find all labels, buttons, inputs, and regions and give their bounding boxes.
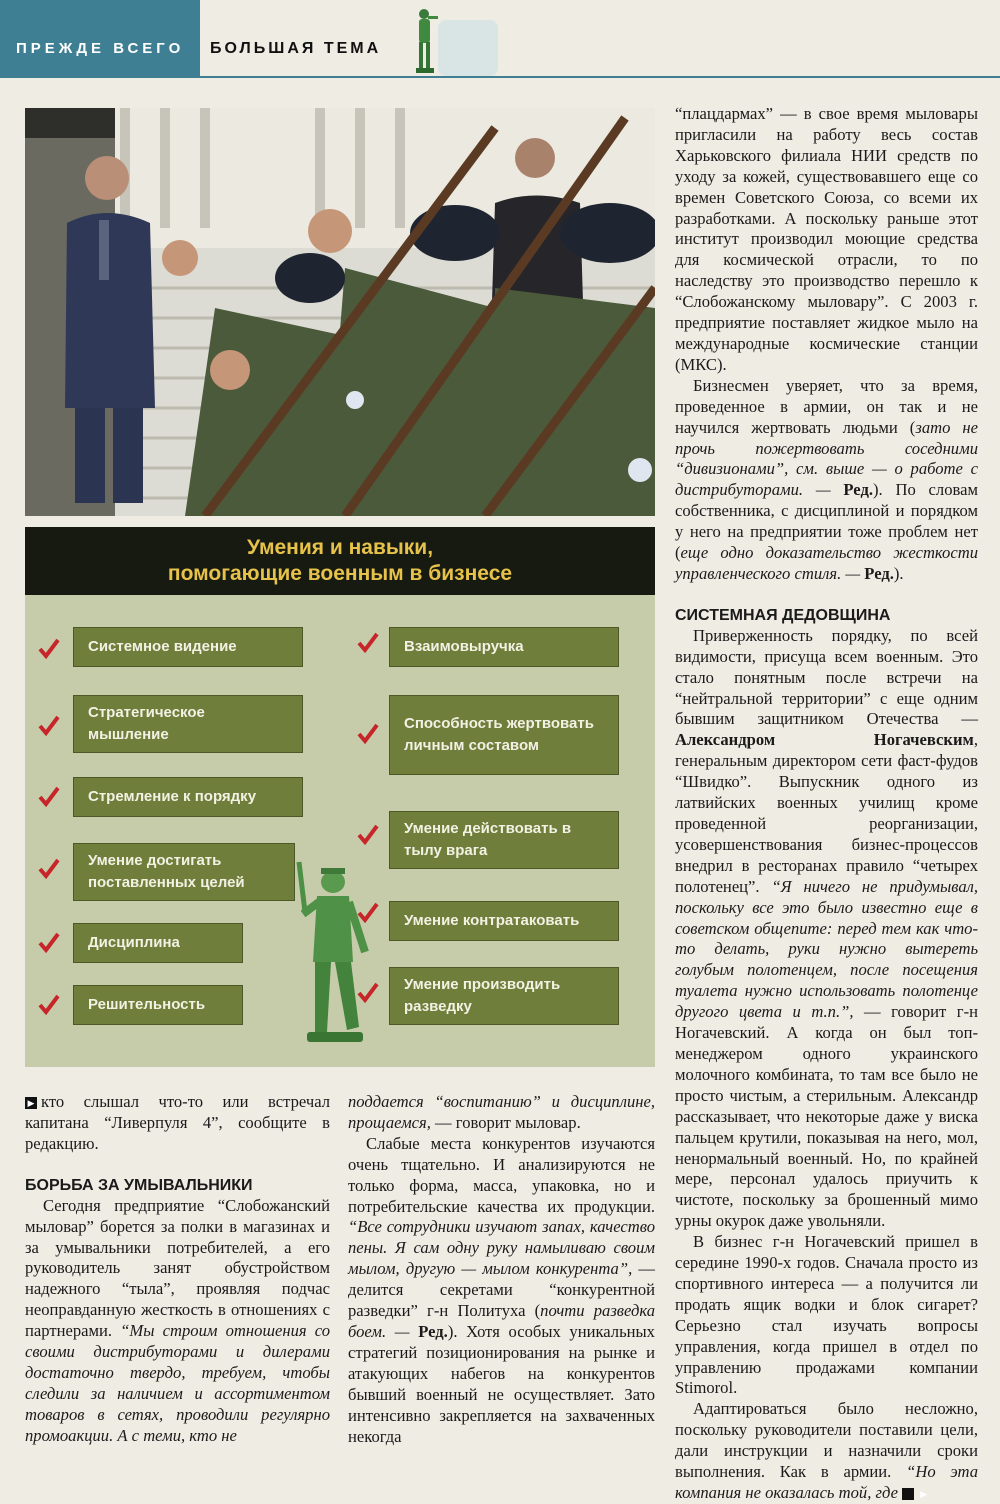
topic-label: БОЛЬШАЯ ТЕМА: [210, 40, 382, 57]
skills-infobox: [25, 527, 655, 1067]
paragraph-text: ). Хотя особых уникальных стратегий позиционирования на рынке и атакующих набегов на конкурентов бывший военный не осуществляет. Зато интенсивно закрепляется на захваченных некогда: [348, 1321, 655, 1446]
skill-item: Стратегическое мышление: [73, 695, 303, 753]
skill-item: Умение производить разведку: [389, 967, 619, 1025]
editor-note: зато не прочь пожертвовать соседними “дивизионами”, см. выше — о работе с дистрибуторами. —: [675, 417, 979, 500]
quote-text: поддается “воспитанию” и дисциплине, прощаемся,: [348, 1092, 655, 1132]
checkmark-icon: [38, 993, 60, 1015]
paragraph: [348, 1134, 655, 1448]
toy-soldier-trumpeter-icon: [412, 6, 438, 76]
header-rule: [0, 76, 1000, 78]
checkmark-icon: [38, 785, 60, 807]
skill-item: Дисциплина: [73, 923, 243, 963]
editor-mark: Ред.: [418, 1321, 448, 1341]
infobox-title-line2: помогающие военным в бизнесе: [167, 562, 513, 585]
continuation-arrow-icon: ▶: [25, 1097, 37, 1109]
editor-note: еще одно доказательство жесткости управленческого стиля. —: [675, 543, 978, 583]
paragraph-text: — говорит г-н Ногачевский. А когда он был топ-менеджером одного украинского молочного комбината, то там все было не просто чистым, а стерильным. Александр рассказывает, что некоторые даже у виска пальцем крутили, показывая на него, мол, ненормальный военный. Но, по крайней мере, персонал удалось приучить к чистоте, поскольку за брошенный мимо урны окурок даже увольняли.: [675, 1002, 978, 1231]
paragraph: [25, 1196, 330, 1447]
checkmark-icon: [38, 637, 60, 659]
skill-item: Стремление к порядку: [73, 777, 303, 817]
paragraph-text: — говорит мыловар.: [430, 1112, 581, 1132]
paragraph-text: , генеральным директором сети фаст-фудов “Швидко”. Выпускник одного из латвийских военных училищ кроме проведенной реорганизации, усовершенствования бизнес-процессов внедрил в ресторанах правило “четырех полотенец”.: [675, 730, 978, 896]
editor-note: почти разведка боем. —: [348, 1301, 655, 1341]
paragraph: [675, 626, 978, 1232]
paragraph-text: Бизнесмен уверяет, что за время, проведенное в армии, он так и не научился жертвовать людьми (: [675, 375, 978, 437]
header-decoration: [438, 20, 498, 76]
subheading: СИСТЕМНАЯ ДЕДОВЩИНА: [675, 606, 891, 624]
paragraph-text: ).: [893, 563, 904, 583]
section-band: [0, 0, 200, 78]
paragraph: В бизнес г-н Ногачевский пришел в середине 1990-х годов. Сначала просто из спортивного интереса — а получится ли продать ящик водки и блок сигарет? Серьезно стал изучать вопросы управления, когда пришел в отдел по управлению продажами компании Stimorol.: [675, 1232, 978, 1398]
paragraph-text: ). По словам собственника, с дисциплиной и порядком у него на предприятии тоже проблем нет (: [675, 480, 978, 563]
checkmark-icon: [38, 931, 60, 953]
skill-item: Способность жертвовать личным составом: [389, 695, 619, 775]
infobox-title-line1: Умения и навыки,: [246, 536, 434, 559]
checkmark-icon: [357, 722, 379, 744]
checkmark-icon: [357, 631, 379, 653]
skill-item: Взаимовыручка: [389, 627, 619, 667]
checkmark-icon: [38, 714, 60, 736]
article-column-left: [25, 1092, 330, 1447]
paragraph: [675, 376, 978, 585]
article-column-right: [675, 104, 978, 1504]
editor-mark: Ред.: [864, 563, 894, 583]
paragraph: “плацдармах” — в свое время мыловары пригласили на работу весь состав Харьковского филиала НИИ средств по уходу за кожей, существовавшего еще со времен Советского Союза, со всеми их разработками. А поскольку раньше этот институт производил моющие средства для космической отрасли, то по наследству это производство перешло к “Слобожанскому мыловару”. С 2003 г. предприятие поставляет жидкое мыло на международные космические станции (МКС).: [675, 104, 978, 374]
skill-item: Умение контратаковать: [389, 901, 619, 941]
paragraph-text: Адаптироваться было несложно, поскольку руководители поставили цели, дали инструкции и назначили сроки выполнения. Как в армии.: [675, 1399, 978, 1482]
paragraph-text: — делится секретами “конкурентной разведки” г-н Политуха (: [348, 1259, 655, 1321]
quote-text: “Но эта компания не оказалась той, где: [675, 1462, 978, 1502]
paragraph-text: кто слышал что-то или встречал капитана “Ливерпуля 4”, сообщите в редакцию.: [25, 1092, 330, 1153]
paragraph-text: Приверженность порядку, по всей видимости, присуща всем военным. Это стало понятным после встречи на “нейтральной территории” с еще одним бывшим защитником Отечества —: [675, 625, 978, 729]
paragraph: [25, 1092, 330, 1155]
quote-text: “Я ничего не придумывал, поскольку все это было известно еще в советском общепите: перед тем как что-то делать, руки нужно вытереть голубым полотенцем, после посещения туалета нужно использовать полотенце другого цвета и т.п.”,: [675, 876, 978, 1022]
paragraph: [675, 1399, 978, 1504]
quote-text: “Все сотрудники изучают запах, качество пены. Я сам одну руку намыливаю своим мылом, другую — мылом конкурента”,: [348, 1217, 655, 1279]
toy-soldier-figure: [293, 852, 373, 1052]
section-label: ПРЕЖДЕ ВСЕГО: [16, 40, 185, 57]
subheading: БОРЬБА ЗА УМЫВАЛЬНИКИ: [25, 1176, 253, 1194]
paragraph-text: Слабые места конкурентов изучаются очень тщательно. И анализируются не только форма, масса, упаковка, но и потребительские качества их продукции.: [348, 1133, 655, 1216]
checkmark-icon: [38, 857, 60, 879]
quote-text: “Мы строим отношения со своими дистрибуторами и дилерами достаточно твердо, требуем, чтобы следили за наличием и ассортиментом товаров в сетях, проводили регулярно промоакции. А с теми, кто не: [25, 1321, 330, 1445]
skill-item: Системное видение: [73, 627, 303, 667]
honor-guard-photo: [25, 108, 655, 516]
skill-item: Решительность: [73, 985, 243, 1025]
article-column-middle: [348, 1092, 655, 1447]
skill-item: Умение действовать в тылу врага: [389, 811, 619, 869]
section-header: [0, 0, 1000, 80]
checkmark-icon: [357, 823, 379, 845]
person-name: Александром Ногачевским: [675, 730, 974, 750]
skill-item: Умение достигать поставленных целей: [73, 843, 295, 901]
editor-mark: Ред.: [843, 480, 873, 500]
paragraph: [348, 1092, 655, 1134]
continuation-arrow-icon: ▶: [902, 1488, 914, 1500]
paragraph-text: Сегодня предприятие “Слобожанский мыловар” борется за полки в магазинах и за умывальники потребителей, а его руководитель занят обустройством надежного “тыла”, проявляя подчас неоправданную жесткость в отношениях с партнерами.: [25, 1195, 330, 1341]
infobox-title: [25, 527, 655, 595]
